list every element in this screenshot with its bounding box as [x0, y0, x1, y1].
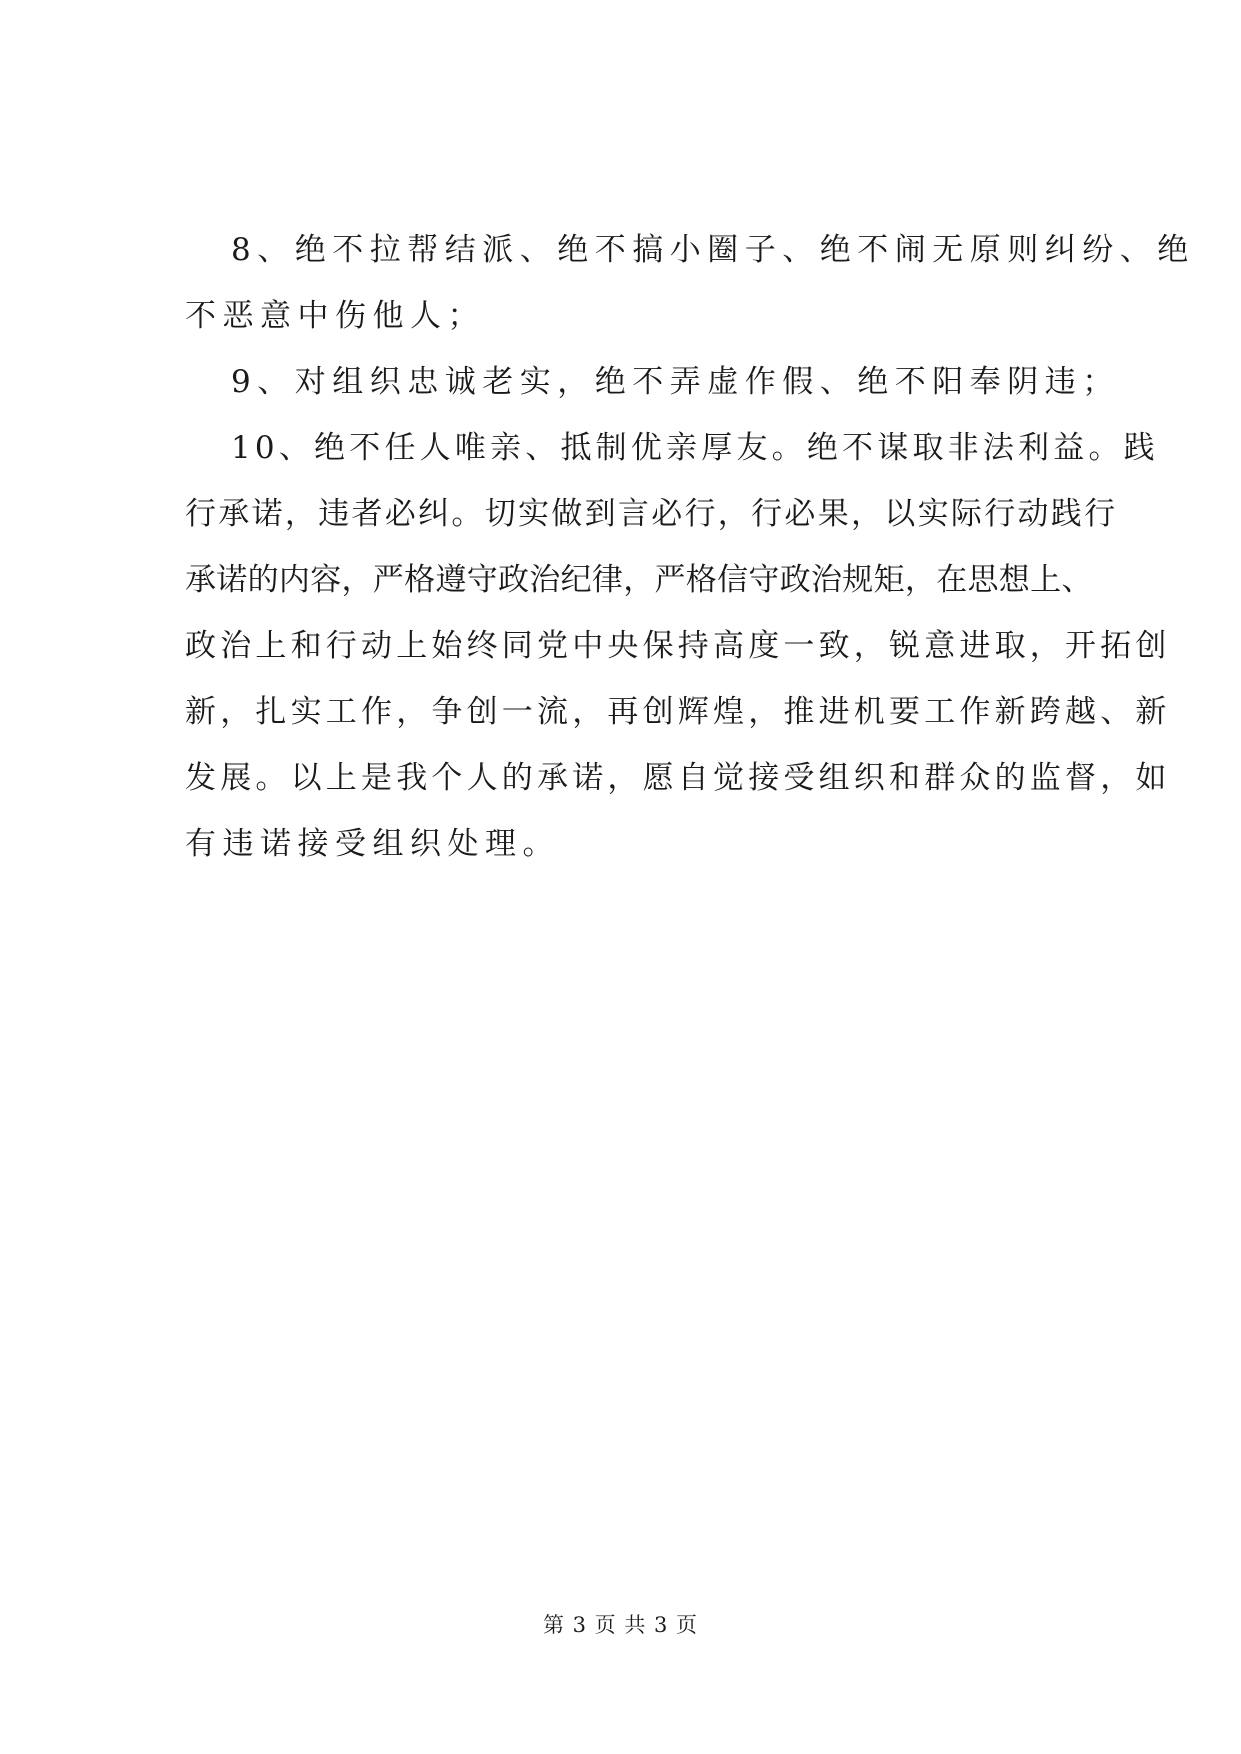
- text-line: 行承诺，违者必纠。切实做到言必行，行必果，以实际行动践行: [185, 496, 1118, 532]
- text-line: 有违诺接受组织处理。: [185, 826, 560, 862]
- text-line: 10、绝不任人唯亲、抵制优亲厚友。绝不谋取非法利益。践: [231, 430, 1159, 466]
- text-line: 政治上和行动上始终同党中央保持高度一致，锐意进取，开拓创: [185, 628, 1171, 664]
- text-line: 发展。以上是我个人的承诺，愿自觉接受组织和群众的监督，如: [185, 760, 1171, 796]
- text-line: 9、对组织忠诚老实，绝不弄虚作假、绝不阳奉阴违；: [231, 364, 1120, 400]
- page-footer: 第 3 页 共 3 页: [542, 1613, 699, 1637]
- text-line: 8、绝不拉帮结派、绝不搞小圈子、绝不闹无原则纠纷、绝: [231, 232, 1195, 268]
- text-line: 承诺的内容，严格遵守政治纪律，严格信守政治规矩，在思想上、: [185, 562, 1093, 598]
- text-line: 不恶意中伤他人；: [185, 298, 485, 334]
- text-line: 新，扎实工作，争创一流，再创辉煌，推进机要工作新跨越、新: [185, 694, 1171, 730]
